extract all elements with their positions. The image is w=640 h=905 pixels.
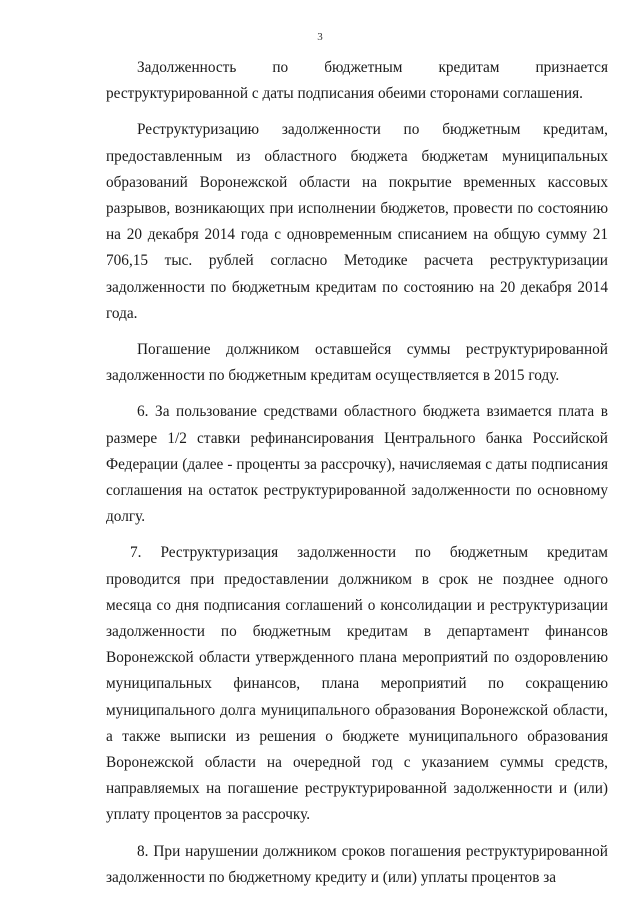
document-body <box>106 55 608 901</box>
page-number: 3 <box>317 31 323 43</box>
paragraph-repayment-2015: Погашение должником оставшейся суммы реструктурированной задолженности по бюджетным кредитам осуществляется в 2015 году. <box>106 341 608 385</box>
paragraph-item-6-interest: 6. За пользование средствами областного бюджета взимается плата в размере 1/2 ставки рефинансирования Центрального банка Российской Федерации (далее - проценты за рассрочку), начисляемая с даты подписания соглашения на остаток реструктурированной задолженности по основному долгу. <box>106 403 608 526</box>
paragraph-restructuring-terms: Реструктуризацию задолженности по бюджетным кредитам, предоставленным из областного бюджета бюджетам муниципальных образований Воронежской области на покрытие временных кассовых разрывов, возникающих при исполнении бюджетов, провести по состоянию на 20 декабря 2014 года с одновременным списанием на общую сумму 21 706,15 тыс. рублей согласно Методике расчета реструктуризации задолженности по бюджетным кредитам по состоянию на 20 декабря 2014 года. <box>106 121 608 322</box>
paragraph-restructured-recognition: Задолженность по бюджетным кредитам признается реструктурированной с даты подписания обеими сторонами соглашения. <box>106 59 608 103</box>
paragraph-item-7-conditions: 7. Реструктуризация задолженности по бюджетным кредитам проводится при предоставлении должником в срок не позднее одного месяца со дня подписания соглашений о консолидации и реструктуризации задолженности по бюджетным кредитам в департамент финансов Воронежской области утвержденного плана мероприятий по оздоровлению муниципальных финансов, плана мероприятий по сокращению муниципального долга муниципального образования Воронежской области, а также выписки из решения о бюджете муниципального образования Воронежской области на очередной год с указанием суммы средств, направляемых на погашение реструктурированной задолженности и (или) уплату процентов за рассрочку. <box>106 544 608 824</box>
paragraph-item-8-violation: 8. При нарушении должником сроков погашения реструктурированной задолженности по бюджетному кредиту и (или) уплаты процентов за <box>106 842 608 886</box>
